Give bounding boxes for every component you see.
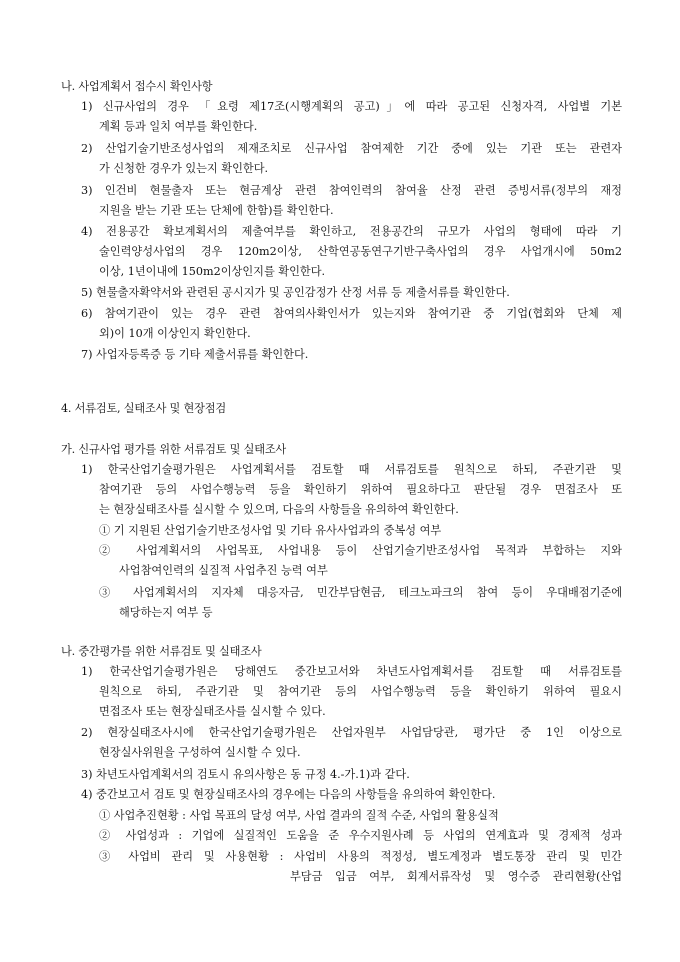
item-line: 현장실사위원을 구성하여 실시할 수 있다.	[99, 746, 301, 759]
item-line: 면접조사 또는 현장실태조사를 실시할 수 있다.	[99, 705, 326, 718]
subitem-line: ② 사업성과 : 기업에 실질적인 도움을 준 우수지원사례 등 사업의 연계효과 및 경제적 성과	[99, 829, 622, 842]
section-heading-application-check: 나. 사업계획서 접수시 확인사항	[61, 80, 213, 93]
item-line: 지원을 받는 기관 또는 단체에 한함)를 확인한다.	[99, 204, 334, 217]
item-line: 술인력양성사업의 경우 120m2이상, 산학연공동연구기반구축사업의 경우 사업개시에 50m2	[99, 245, 622, 258]
item-line: 4) 중간보고서 검토 및 현장실태조사의 경우에는 다음의 사항들을 유의하여 확인한다.	[81, 788, 496, 801]
item-line: 1) 신규사업의 경우 「요령 제17조(시행계획의 공고)」에 따라 공고된 신청자격, 사업별 기본	[81, 100, 622, 113]
item-line: 5) 현물출자확약서와 관련된 공시지가 및 공인감정가 산정 서류 등 제출서류를 확인한다.	[81, 286, 510, 299]
item-line: 3) 차년도사업계획서의 검토시 유의사항은 동 규정 4.-가.1)과 같다.	[81, 768, 410, 781]
subitem-line: ① 사업추진현황 : 사업 목표의 달성 여부, 사업 결과의 질적 수준, 사업의 활용실적	[99, 809, 499, 822]
subitem-line: ③ 사업계획서의 지자체 대응자금, 민간부담현금, 테크노파크의 참여 등이 우대배점기준에	[99, 586, 622, 599]
item-line: 가 신청한 경우가 있는지 확인한다.	[99, 162, 269, 175]
subitem-line: ② 사업계획서의 사업목표, 사업내용 등이 산업기술기반조성사업 목적과 부합하는 지와	[99, 544, 622, 557]
item-line: 외)이 10개 이상인지 확인한다.	[99, 327, 251, 340]
item-line: 1) 한국산업기술평가원은 사업계획서를 검토할 때 서류검토를 원칙으로 하되, 주관기관 및	[81, 463, 622, 476]
subitem-line: 해당하는지 여부 등	[119, 606, 213, 619]
item-line: 원칙으로 하되, 주관기관 및 참여기관 등의 사업수행능력 등을 확인하기 위하여 필요시	[99, 685, 622, 698]
subitem-line: 부담금 입금 여부, 회계서류작성 및 영수증 관리현황(산업	[290, 870, 622, 883]
item-line: 7) 사업자등록증 등 기타 제출서류를 확인한다.	[81, 348, 309, 361]
item-line: 는 현장실태조사를 실시할 수 있으며, 다음의 사항들을 유의하여 확인한다.	[99, 503, 459, 516]
item-line: 6) 참여기관이 있는 경우 관련 참여의사확인서가 있는지와 참여기관 중 기업(협회와 단체 제	[81, 307, 622, 320]
section-heading-interim-review: 나. 중간평가를 위한 서류검토 및 실태조사	[61, 645, 262, 658]
subitem-line: ① 기 지원된 산업기술기반조성사업 및 기타 유사사업과의 중복성 여부	[99, 524, 442, 537]
item-line: 3) 인건비 현물출자 또는 현금계상 관련 참여인력의 참여율 산정 관련 증빙서류(정부의 재정	[81, 184, 622, 197]
item-line: 참여기관 등의 사업수행능력 등을 확인하기 위하여 필요하다고 판단될 경우 면접조사 또	[99, 483, 622, 496]
item-line: 계획 등과 일치 여부를 확인한다.	[99, 120, 258, 133]
section-heading-new-project-review: 가. 신규사업 평가를 위한 서류검토 및 실태조사	[61, 443, 287, 456]
item-line: 2) 산업기술기반조성사업의 제재조치로 신규사업 참여제한 기간 중에 있는 기관 또는 관련자	[81, 142, 622, 155]
subitem-line: 사업참여인력의 실질적 사업추진 능력 여부	[119, 564, 328, 577]
section-heading-document-review: 4. 서류검토, 실태조사 및 현장점검	[61, 402, 226, 415]
item-line: 1) 한국산업기술평가원은 당해연도 중간보고서와 차년도사업계획서를 검토할 때 서류검토를	[81, 665, 622, 678]
item-line: 4) 전용공간 확보계획서의 제출여부를 확인하고, 전용공간의 규모가 사업의 형태에 따라 기	[81, 225, 622, 238]
subitem-line: ③ 사업비 관리 및 사용현황 : 사업비 사용의 적정성, 별도계정과 별도통장 관리 및 민간	[99, 850, 622, 863]
item-line: 2) 현장실태조사시에 한국산업기술평가원은 산업자원부 사업담당관, 평가단 중 1인 이상으로	[81, 726, 622, 739]
item-line: 이상, 1년이내에 150m2이상인지를 확인한다.	[99, 265, 326, 278]
